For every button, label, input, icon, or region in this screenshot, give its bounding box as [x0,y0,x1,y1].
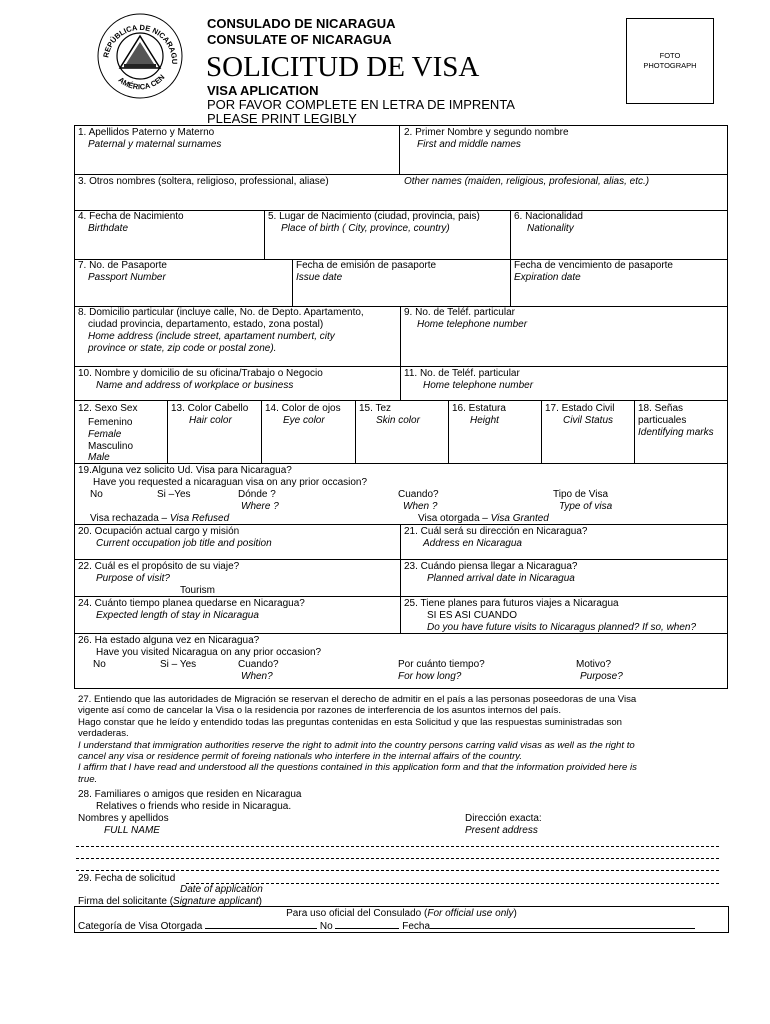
field-8-label-en: Home address (include street, apartament numbert, city [88,331,335,342]
field-24-label: 24. Cuánto tiempo planea quedarse en Nicaragua? [78,598,305,609]
foto-label: FOTO [659,51,681,60]
relatives-line-1[interactable] [76,846,719,847]
signature-label-es: Firma del solicitante [78,896,167,907]
field-26-label-en: Have you visited Nicaragua on any prior occasion? [96,647,322,658]
relatives-line-3[interactable] [76,870,719,871]
field-9-label-en: Home telephone number [417,319,528,330]
q26-cuando-label: Cuando? [238,659,279,670]
signature-label: Firma del solicitante (Signature applicant) [78,896,262,907]
field-2-label: 2. Primer Nombre y segundo nombre [404,127,569,138]
q19-when-label: When ? [403,501,438,512]
field-23-label: 23. Cuándo piensa llegar a Nicaragua? [404,561,578,572]
field-6-label-en: Nationality [527,223,574,234]
seal-bottom-text: AMÉRICA CEN [116,72,167,92]
q26-yes-option[interactable]: Si – Yes [160,659,197,670]
q19-where-label: Where ? [241,501,279,512]
declaration-en-2: cancel any visa or residence permit of foreing nationals who interfere in the internal affairs of the country. [78,751,523,763]
field-8-label-2: ciudad provincia, departamento, estado, zona postal) [88,319,324,330]
instruction-en: PLEASE PRINT LEGIBLY [207,111,357,126]
official-no-label: No [319,921,333,932]
q19-refused-en: Visa Refused [169,513,230,524]
consulate-heading: CONSULATE OF NICARAGUA [207,32,392,47]
field-14-label: 14. Color de ojos [265,403,341,414]
q19-cuando-label: Cuando? [398,489,439,500]
field-1-label: 1. Apellidos Paterno y Materno [78,127,215,138]
official-date-field[interactable] [430,919,695,929]
field-10-label-en: Name and address of workplace or business [96,380,294,391]
visa-aplication-subtitle: VISA APLICATION [207,83,319,98]
sex-female-option-en: Female [88,429,122,440]
expiration-date-label: Fecha de vencimiento de pasaporte [514,260,673,271]
field-26-label: 26. Ha estado alguna vez en Nicaragua? [78,635,260,646]
official-use-en: For official use only [427,908,514,919]
field-24-label-en: Expected length of stay in Nicaragua [96,610,259,621]
q26-howlong-label: For how long? [398,671,462,682]
visa-category-label: Categoría de Visa Otorgada [78,921,203,932]
q19-refused-option[interactable] [90,513,229,525]
field-18-label: 18. Señas [638,403,684,414]
q19-granted-en: Visa Granted [490,513,549,524]
q19-no-option[interactable]: No [90,489,103,500]
field-17-label: 17. Estado Civil [545,403,615,414]
field-18-label-en: Identifying marks [638,427,714,438]
signature-label-en: Signature applicant [173,896,259,907]
field-2-label-en: First and middle names [417,139,521,150]
relatives-line-2[interactable] [76,858,719,859]
field-12-label: 12. Sexo Sex [78,403,138,414]
field-5-label-en: Place of birth ( City, province, country) [281,223,450,234]
field-19-label: 19.Alguna vez solicito Ud. Visa para Nicaragua? [78,465,292,476]
field-7-label-en: Passport Number [88,272,166,283]
field-16-label-en: Height [470,415,499,426]
issue-date-label: Fecha de emisión de pasaporte [296,260,437,271]
issue-date-label-en: Issue date [296,272,343,283]
relatives-address-label: Dirección exacta: [465,813,542,824]
q26-porcuanto-label: Por cuánto tiempo? [398,659,485,670]
nicaragua-seal [96,12,184,100]
field-6-label: 6. Nacionalidad [514,211,583,222]
field-4-label: 4. Fecha de Nacimiento [78,211,184,222]
field-18-label-2: particuales [638,415,687,426]
seal-top-text: REPÚBLICA DE NICARAGU [101,22,180,65]
field-5-label: 5. Lugar de Nacimiento (ciudad, provincia, pais) [268,211,480,222]
field-25-label: 25. Tiene planes para futuros viajes a Nicaragua [404,598,619,609]
official-date-label: Fecha [402,921,431,932]
official-use-es: Para uso oficial del Consulado ( [286,908,428,919]
field-14-label-en: Eye color [283,415,325,426]
field-4-label-en: Birthdate [88,223,129,234]
q19-refused-es: Visa rechazada – [90,513,170,524]
field-3-label-en: Other names (maiden, religious, profesional, alias, etc.) [404,176,650,187]
declaration-es-1: 27. Entiendo que las autoridades de Migración se reservan el derecho de admitir en el país a las personas poseedoras de una Visa [78,694,637,705]
field-10-label: 10. Nombre y domicilio de su oficina/Trabajo o Negocio [78,368,323,379]
field-21-label: 21. Cuál será su dirección en Nicaragua? [404,526,588,537]
field-11-label-en: Home telephone number [423,380,534,391]
relatives-fullname-label: FULL NAME [104,825,160,836]
field-21-label-en: Address en Nicaragua [423,538,522,549]
field-8-label-en-2: province or state, zip code or postal zone). [88,343,277,354]
declaration-block [78,694,728,785]
field-28-label-en: Relatives o friends who reside in Nicaragua. [96,801,292,812]
field-22-label: 22. Cuál es el propósito de su viaje? [78,561,240,572]
declaration-en-3: I affirm that I have read and understood all the questions contained in this application form and that the information proivided here is [78,762,637,774]
q19-yes-option[interactable]: Si –Yes [157,489,191,500]
field-3-label: 3. Otros nombres (soltera, religioso, professional, aliase) [78,176,329,187]
field-19-label-en: Have you requested a nicaraguan visa on any prior occasion? [93,477,368,488]
field-15-label: 15. Tez [359,403,392,414]
declaration-es-3: Hago constar que he leído y entendido todas las preguntas contenidas en esta Solicitud y que las respuestas suministradas son [78,716,622,728]
field-25-si-label: SI ES ASI CUANDO [427,610,518,621]
field-28-label: 28. Familiares o amigos que residen en Nicaragua [78,789,302,800]
official-no-field[interactable] [335,919,399,929]
declaration-es-4: verdaderas. [78,728,129,740]
instruction-es: POR FAVOR COMPLETE EN LETRA DE IMPRENTA [207,97,515,112]
consulado-heading: CONSULADO DE NICARAGUA [207,16,396,31]
photograph-label: PHOTOGRAPH [643,61,697,70]
field-17-label-en: Civil Status [563,415,614,426]
sex-male-option-en: Male [88,452,110,463]
visa-category-field[interactable] [205,919,317,929]
q19-type-label: Type of visa [559,501,613,512]
field-9-label: 9. No. de Teléf. particular [404,307,515,318]
declaration-en-1: I understand that immigration authorities reserve the right to admit into the country persons carring valid visas as well as the right to [78,739,635,751]
q19-donde-label: Dónde ? [238,489,276,500]
field-25-label-en: Do you have future visits to Nicaragus planned? If so, when? [427,622,697,633]
relatives-present-address-label: Present address [465,825,538,836]
page-title: SOLICITUD DE VISA [206,51,480,83]
field-23-label-en: Planned arrival date in Nicaragua [427,573,575,584]
q26-purpose-label: Purpose? [580,671,623,682]
field-13-label-en: Hair color [189,415,232,426]
field-16-label: 16. Estatura [452,403,506,414]
relatives-name-label: Nombres y apellidos [78,813,169,824]
sex-female-option[interactable]: Femenino [88,417,133,428]
purpose-value[interactable]: Tourism [180,585,216,596]
official-use-row [78,919,695,933]
sex-male-option[interactable]: Masculino [88,441,134,452]
field-1-label-en: Paternal y maternal surnames [88,139,222,150]
field-11-label: 11. No. de Teléf. particular [404,368,520,379]
q19-granted-es: Visa otorgada – [418,513,491,524]
application-date-line[interactable] [186,883,719,884]
field-29-label: 29. Fecha de solicitud [78,873,176,884]
q26-motivo-label: Motivo? [576,659,612,670]
expiration-date-label-en: Expiration date [514,272,581,283]
field-15-label-en: Skin color [376,415,420,426]
photo-box[interactable] [626,18,714,104]
field-13-label: 13. Color Cabello [171,403,249,414]
field-29-label-en: Date of application [180,884,263,895]
q26-when-label: When? [241,671,273,682]
declaration-en-4: true. [78,773,98,785]
q26-no-option[interactable]: No [93,659,106,670]
q19-granted-option[interactable] [418,513,549,525]
field-20-label: 20. Ocupación actual cargo y misión [78,526,240,537]
declaration-es-2: vigente así como de cancelar la Visa o la residencia por razones de interferencia de los asuntos internos del país. [78,705,561,717]
q19-tipo-label: Tipo de Visa [553,489,609,500]
field-22-label-en: Purpose of visit? [96,573,170,584]
field-8-label: 8. Domicilio particular (incluye calle, No. de Depto. Apartamento, [78,307,364,318]
official-use-close: ) [513,908,517,919]
field-7-label: 7. No. de Pasaporte [78,260,167,271]
field-20-label-en: Current occupation job title and position [96,538,272,549]
